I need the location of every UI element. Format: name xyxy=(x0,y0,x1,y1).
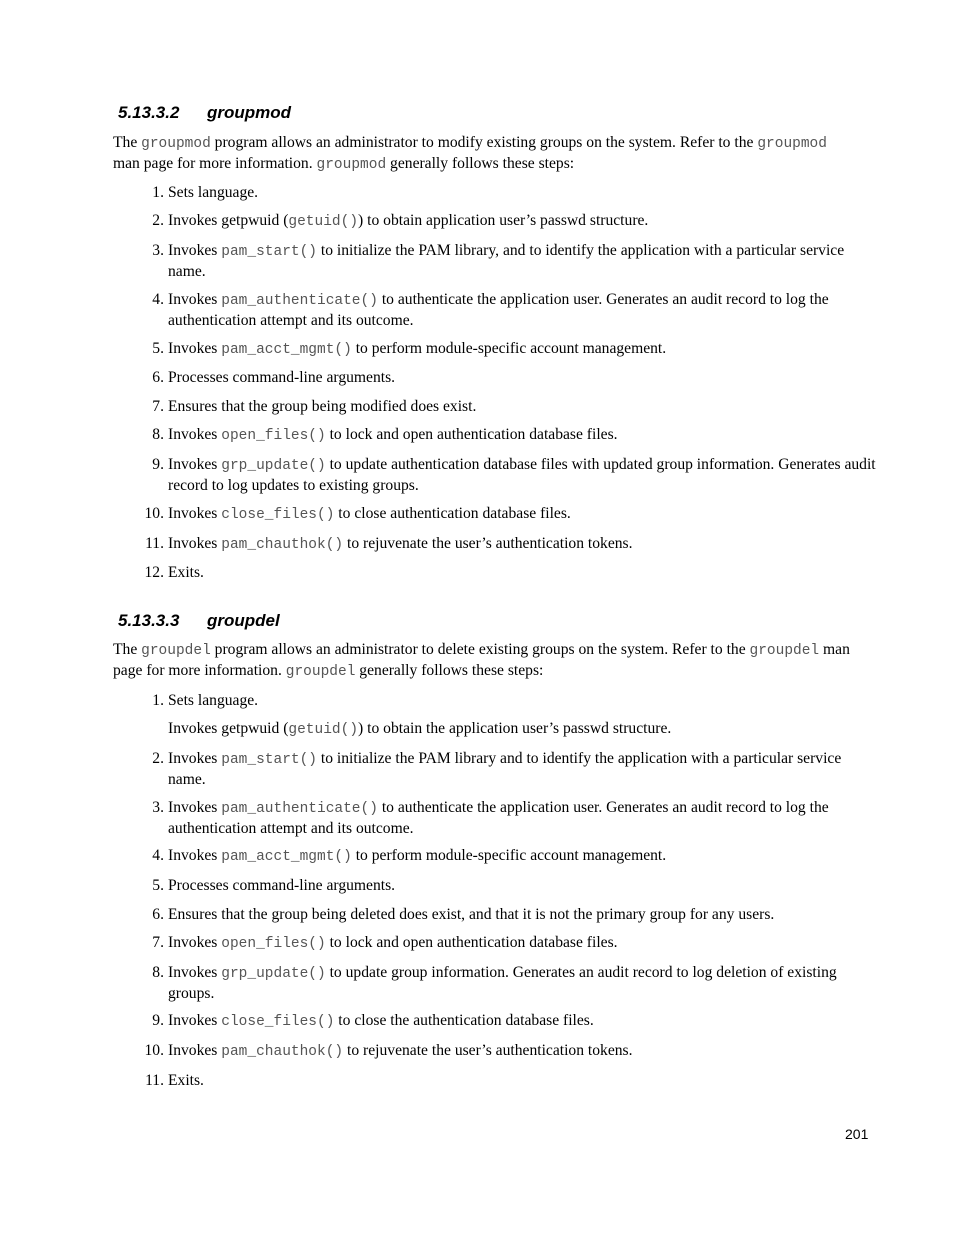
section-number: 5.13.3.3 xyxy=(118,611,180,630)
code-identifier: grp_update() xyxy=(221,966,326,982)
code-identifier: pam_authenticate() xyxy=(221,293,378,309)
list-item-number: 1. xyxy=(152,692,164,709)
list-item-text xyxy=(168,339,876,360)
list-item-text xyxy=(168,1011,876,1032)
text-run: Invokes xyxy=(168,1012,222,1029)
text-run: Invokes xyxy=(168,456,222,473)
text-run: to update authentication database files with updated group information. Generates audit record to log updates to existing groups. xyxy=(168,456,876,494)
code-identifier: groupmod xyxy=(316,157,387,173)
text-run: Invokes xyxy=(168,847,222,864)
text-run: to lock and open authentication database files. xyxy=(325,934,618,951)
code-identifier: pam_acct_mgmt() xyxy=(221,342,352,358)
list-item-text xyxy=(168,798,876,839)
list-item-number: 10. xyxy=(144,1042,164,1059)
text-run: The xyxy=(113,641,142,658)
list-item-number: 1. xyxy=(152,184,164,201)
text-run: The xyxy=(113,134,142,151)
list-item-number: 8. xyxy=(152,964,164,981)
code-identifier: open_files() xyxy=(221,936,326,952)
text-run: Invokes xyxy=(168,750,222,767)
text-run: man page for more information. xyxy=(113,155,317,172)
code-identifier: pam_acct_mgmt() xyxy=(221,849,352,865)
text-run: program allows an administrator to modify existing groups on the system. Refer to the xyxy=(210,134,758,151)
list-item-number: 4. xyxy=(152,291,164,308)
list-item-text xyxy=(168,241,876,282)
text-run: to perform module-specific account management. xyxy=(351,340,667,357)
text-run: Invokes xyxy=(168,799,222,816)
text-run: to rejuvenate the user’s authentication tokens. xyxy=(343,535,633,552)
text-run: ) to obtain application user’s passwd structure. xyxy=(358,212,649,229)
code-identifier: groupdel xyxy=(285,664,356,680)
text-run: to close the authentication database files. xyxy=(334,1012,594,1029)
text-run: man page for more information. xyxy=(113,641,850,679)
text-run: Ensures that the group being modified does exist. xyxy=(168,398,477,415)
list-item-text xyxy=(168,425,876,446)
list-item-number: 6. xyxy=(152,369,164,386)
text-run: to authenticate the application user. Generates an audit record to log the authentication attempt and its outcome. xyxy=(168,291,829,329)
list-item-text xyxy=(168,211,876,232)
text-run: Ensures that the group being deleted does exist, and that it is not the primary group for any users. xyxy=(168,906,775,923)
text-run: to close authentication database files. xyxy=(334,505,571,522)
list-item-text xyxy=(168,397,876,417)
list-item-text xyxy=(168,963,876,1004)
list-item-text xyxy=(168,183,876,203)
list-item-number: 2. xyxy=(152,750,164,767)
list-item-text xyxy=(168,876,876,896)
code-identifier: pam_start() xyxy=(221,752,317,768)
section-heading-groupdel xyxy=(118,611,280,631)
text-run: Invokes xyxy=(168,535,222,552)
list-item-text xyxy=(168,933,876,954)
text-run: Processes command-line arguments. xyxy=(168,369,396,386)
list-item-text xyxy=(168,1071,876,1091)
text-run: Invokes xyxy=(168,340,222,357)
list-item-text xyxy=(168,290,876,331)
text-run: Invokes xyxy=(168,1042,222,1059)
code-identifier: groupdel xyxy=(141,643,211,659)
page-number: 201 xyxy=(845,1126,869,1142)
section-heading-groupmod xyxy=(118,103,291,123)
text-run: Invokes xyxy=(168,291,222,308)
list-item-number: 3. xyxy=(152,799,164,816)
text-run: to initialize the PAM library and to identify the application with a particular service name. xyxy=(168,750,842,788)
list-item-number: 7. xyxy=(152,934,164,951)
text-run: to perform module-specific account management. xyxy=(351,847,667,864)
list-item-text xyxy=(168,504,876,525)
code-identifier: close_files() xyxy=(221,507,335,523)
list-item-text xyxy=(168,1041,876,1062)
section-number: 5.13.3.2 xyxy=(118,103,180,122)
code-identifier: pam_chauthok() xyxy=(221,537,344,553)
list-item-text xyxy=(168,719,876,740)
code-identifier: groupdel xyxy=(749,643,820,659)
text-run: Sets language. xyxy=(168,184,259,201)
text-run: Invokes xyxy=(168,242,222,259)
text-run: Sets language. xyxy=(168,692,259,709)
text-run: Invokes xyxy=(168,426,222,443)
list-item-number: 4. xyxy=(152,847,164,864)
code-identifier: open_files() xyxy=(221,428,326,444)
text-run: Invokes xyxy=(168,964,222,981)
list-item-number: 8. xyxy=(152,426,164,443)
list-item-number: 10. xyxy=(144,505,164,522)
text-run: Exits. xyxy=(168,1072,204,1089)
list-item-text xyxy=(168,691,876,711)
code-identifier: pam_authenticate() xyxy=(221,801,378,817)
text-run: Exits. xyxy=(168,564,204,581)
list-item-number: 9. xyxy=(152,456,164,473)
text-run: Invokes xyxy=(168,505,222,522)
code-identifier: groupmod xyxy=(757,136,827,152)
text-run: to initialize the PAM library, and to identify the application with a particular service name. xyxy=(168,242,845,280)
list-item-number: 11. xyxy=(145,535,164,552)
text-run: to lock and open authentication database files. xyxy=(325,426,618,443)
text-run: to rejuvenate the user’s authentication tokens. xyxy=(343,1042,633,1059)
text-run: program allows an administrator to delete existing groups on the system. Refer to the xyxy=(210,641,750,658)
code-identifier: groupmod xyxy=(141,136,211,152)
list-item-text xyxy=(168,455,876,496)
list-item-text xyxy=(168,905,876,925)
text-run: Invokes xyxy=(168,934,222,951)
text-run: Invokes getpwuid ( xyxy=(168,720,289,737)
code-identifier: pam_chauthok() xyxy=(221,1044,344,1060)
list-item-number: 11. xyxy=(145,1072,164,1089)
list-item-text xyxy=(168,534,876,555)
list-item-text xyxy=(168,368,876,388)
code-identifier: pam_start() xyxy=(221,244,317,260)
section-title: groupmod xyxy=(207,103,292,122)
list-item-number: 5. xyxy=(152,340,164,357)
list-item-number: 7. xyxy=(152,398,164,415)
list-item-text xyxy=(168,846,876,867)
code-identifier: close_files() xyxy=(221,1014,335,1030)
code-identifier: grp_update() xyxy=(221,458,326,474)
list-item-number: 9. xyxy=(152,1012,164,1029)
text-run: Invokes getpwuid ( xyxy=(168,212,289,229)
list-item-number: 6. xyxy=(152,906,164,923)
list-item-number: 5. xyxy=(152,877,164,894)
section-intro-paragraph xyxy=(113,640,853,682)
code-identifier: getuid() xyxy=(288,214,359,230)
list-item-number: 2. xyxy=(152,212,164,229)
list-item-number: 12. xyxy=(144,564,164,581)
list-item-number: 3. xyxy=(152,242,164,259)
text-run: Processes command-line arguments. xyxy=(168,877,396,894)
text-run: to authenticate the application user. Generates an audit record to log the authentication attempt and its outcome. xyxy=(168,799,829,837)
list-item-text xyxy=(168,749,876,790)
text-run: generally follows these steps: xyxy=(386,155,575,172)
text-run: to update group information. Generates an audit record to log deletion of existing groups. xyxy=(168,964,837,1002)
list-item-text xyxy=(168,563,876,583)
section-title: groupdel xyxy=(207,611,280,630)
text-run: ) to obtain the application user’s passwd structure. xyxy=(358,720,672,737)
code-identifier: getuid() xyxy=(288,722,359,738)
text-run: generally follows these steps: xyxy=(355,662,544,679)
section-intro-paragraph xyxy=(113,133,853,175)
